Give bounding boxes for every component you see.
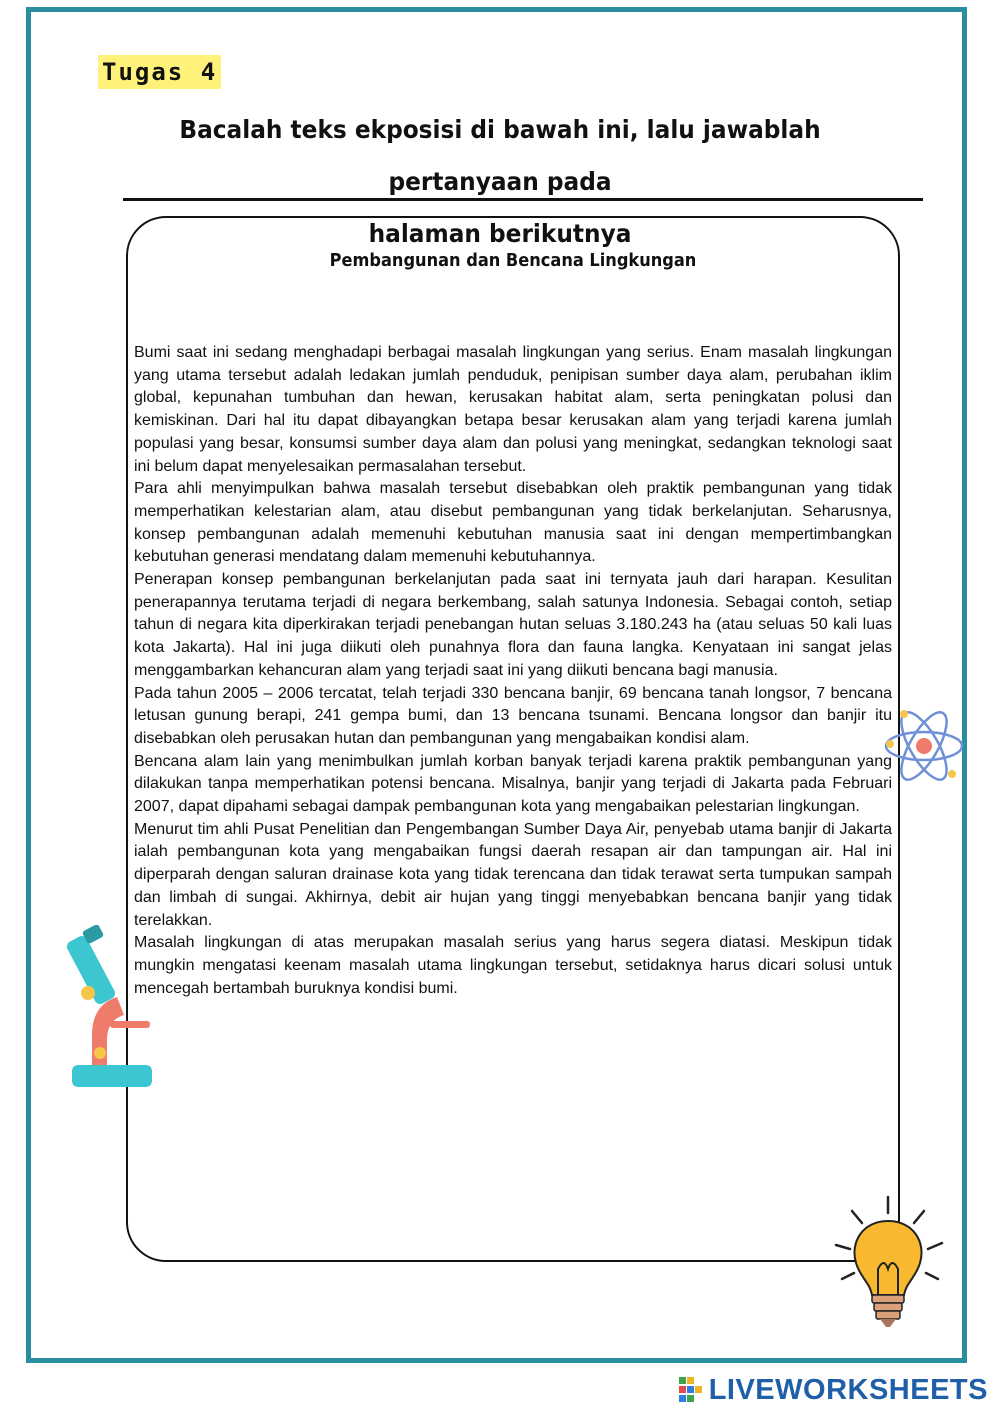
brand-name: LIVEWORKSHEETS <box>708 1373 988 1406</box>
article-body <box>134 342 892 1000</box>
heading-divider <box>123 198 923 201</box>
task-label: Tugas 4 <box>98 55 221 89</box>
paragraph: Para ahli menyimpulkan bahwa masalah tersebut disebabkan oleh praktik pembangunan yang tidak memperhatikan kelestarian alam, atau disebut pembangunan yang tidak berkelanjutan. Seharusnya, konsep pembangunan adalah memenuhi kebutuhan manusia saat ini dengan mempertimbangkan kebutuhan generasi mendatang dalam memenuhi kebutuhannya. <box>134 480 892 566</box>
paragraph: Menurut tim ahli Pusat Penelitian dan Pengembangan Sumber Daya Air, penyebab utama banjir di Jakarta ialah pembangunan kota yang mengabaikan fungsi daerah resapan air dan tampungan air. Hal ini diperparah dengan saluran drainase kota yang tidak terencana dan tidak terawat serta tumpukan sampah dan limbah di sungai. Akhirnya, debit air hujan yang tinggi menyebabkan bencana banjir yang tidak terelakkan. <box>134 820 892 929</box>
microscope-icon <box>62 925 162 1090</box>
instruction-line-2: halaman berikutnya <box>368 219 632 248</box>
article-title: Pembangunan dan Bencana Lingkungan <box>329 250 697 271</box>
paragraph: Bumi saat ini sedang menghadapi berbagai masalah lingkungan yang serius. Enam masalah lingkungan yang utama tersebut adalah ledakan jumlah penduduk, penipisan sumber daya alam, perubahan iklim global, kepunahan tumbuhan dan hewan, kerusakan habitat alam, serta peningkatan polusi dan kemiskinan. Dari hal itu dapat dibayangkan betapa besar kerusakan alam yang terjadi karena jumlah populasi yang besar, konsumsi sumber daya alam dan polusi yang meningkat, sedangkan teknologi saat ini belum dapat menyelesaikan permasalahan tersebut. <box>134 344 892 475</box>
paragraph: Masalah lingkungan di atas merupakan masalah serius yang harus segera diatasi. Meskipun tidak mungkin mengatasi keenam masalah utama lingkungan tersebut, setidaknya harus dicari solusi untuk mencegah bertambah buruknya kondisi bumi. <box>134 934 892 997</box>
brand-logo <box>679 1374 988 1406</box>
lightbulb-icon <box>832 1195 950 1335</box>
instruction-line-1: Bacalah teks ekposisi di bawah ini, lalu jawablah pertanyaan pada <box>179 115 821 196</box>
paragraph: Bencana alam lain yang menimbulkan jumlah korban banyak terjadi karena praktik pembangunan yang dilakukan tanpa memperhatikan potensi bencana. Misalnya, banjir yang terjadi di Jakarta pada Februari 2007, dapat dipahami sebagai dampak pembangunan kota yang mengabaikan pelestarian lingkungan. <box>134 752 892 816</box>
atom-icon <box>880 700 968 792</box>
brand-blocks-icon <box>679 1377 703 1403</box>
paragraph: Penerapan konsep pembangunan berkelanjutan pada saat ini ternyata jauh dari harapan. Kesulitan penerapannya terutama terjadi di negara berkembang, salah satunya Indonesia. Sebagai contoh, setiap tahun di negara kita diperkirakan terjadi penebangan hutan seluas 3.180.243 ha (atau seluas 50 kali luas kota Jakarta). Hal ini juga diikuti oleh punahnya flora dan fauna langka. Kenyataan ini sangat jelas menggambarkan kehancuran alam yang terjadi saat ini yang diikuti bencana bagi manusia. <box>134 571 892 679</box>
paragraph: Pada tahun 2005 – 2006 tercatat, telah terjadi 330 bencana banjir, 69 bencana tanah longsor, 7 bencana letusan gunung berapi, 241 gempa bumi, dan 13 bencana tsunami. Bencana longsor dan banjir itu disebabkan oleh perusakan hutan dan pembangunan yang mengabaikan kondisi alam. <box>134 684 892 747</box>
